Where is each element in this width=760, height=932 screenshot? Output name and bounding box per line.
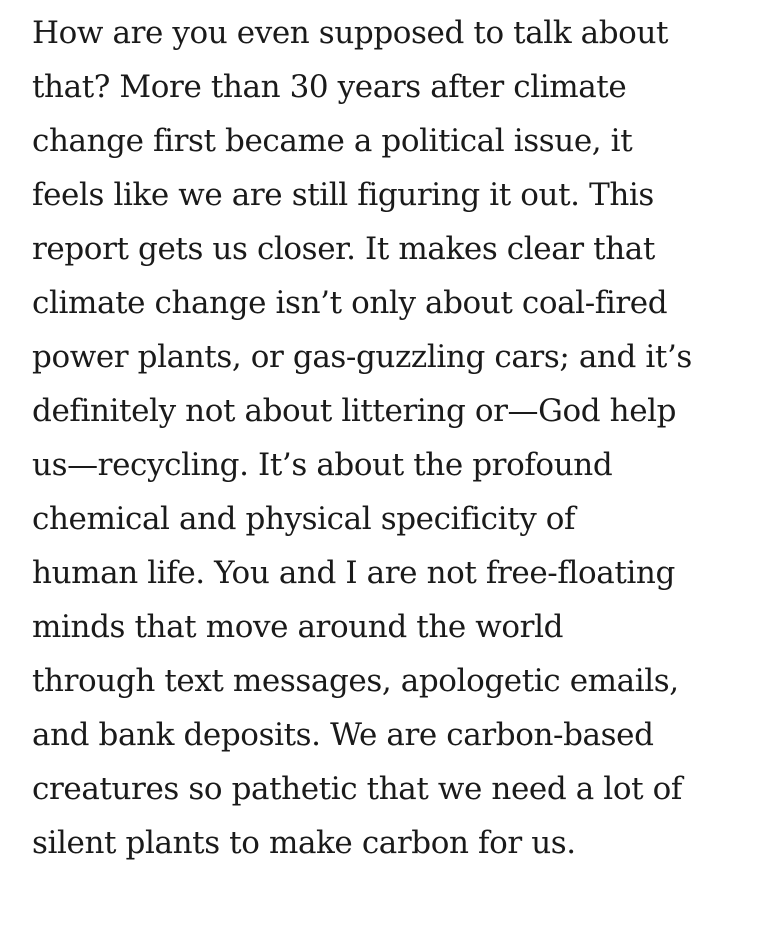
paragraph-line: chemical and physical specificity of bbox=[32, 501, 576, 537]
paragraph-line: creatures so pathetic that we need a lot of bbox=[32, 771, 682, 807]
paragraph-line: us—recycling. It’s about the profound bbox=[32, 447, 613, 483]
paragraph-line: through text messages, apologetic emails, bbox=[32, 663, 679, 699]
paragraph-line: human life. You and I are not free-floating bbox=[32, 555, 675, 591]
paragraph-line: definitely not about littering or—God help bbox=[32, 393, 677, 429]
paragraph-line: climate change isn’t only about coal-fired bbox=[32, 285, 668, 321]
paragraph-line: silent plants to make carbon for us. bbox=[32, 825, 576, 861]
paragraph-line: change first became a political issue, it bbox=[32, 123, 633, 159]
article-paragraph bbox=[32, 6, 752, 870]
paragraph-line: power plants, or gas-guzzling cars; and it’s bbox=[32, 339, 692, 375]
paragraph-line: that? More than 30 years after climate bbox=[32, 69, 627, 105]
paragraph-line: minds that move around the world bbox=[32, 609, 564, 645]
paragraph-line: feels like we are still figuring it out. This bbox=[32, 177, 654, 213]
paragraph-line: and bank deposits. We are carbon-based bbox=[32, 717, 654, 753]
paragraph-line: report gets us closer. It makes clear that bbox=[32, 231, 655, 267]
paragraph-line: How are you even supposed to talk about bbox=[32, 15, 669, 51]
